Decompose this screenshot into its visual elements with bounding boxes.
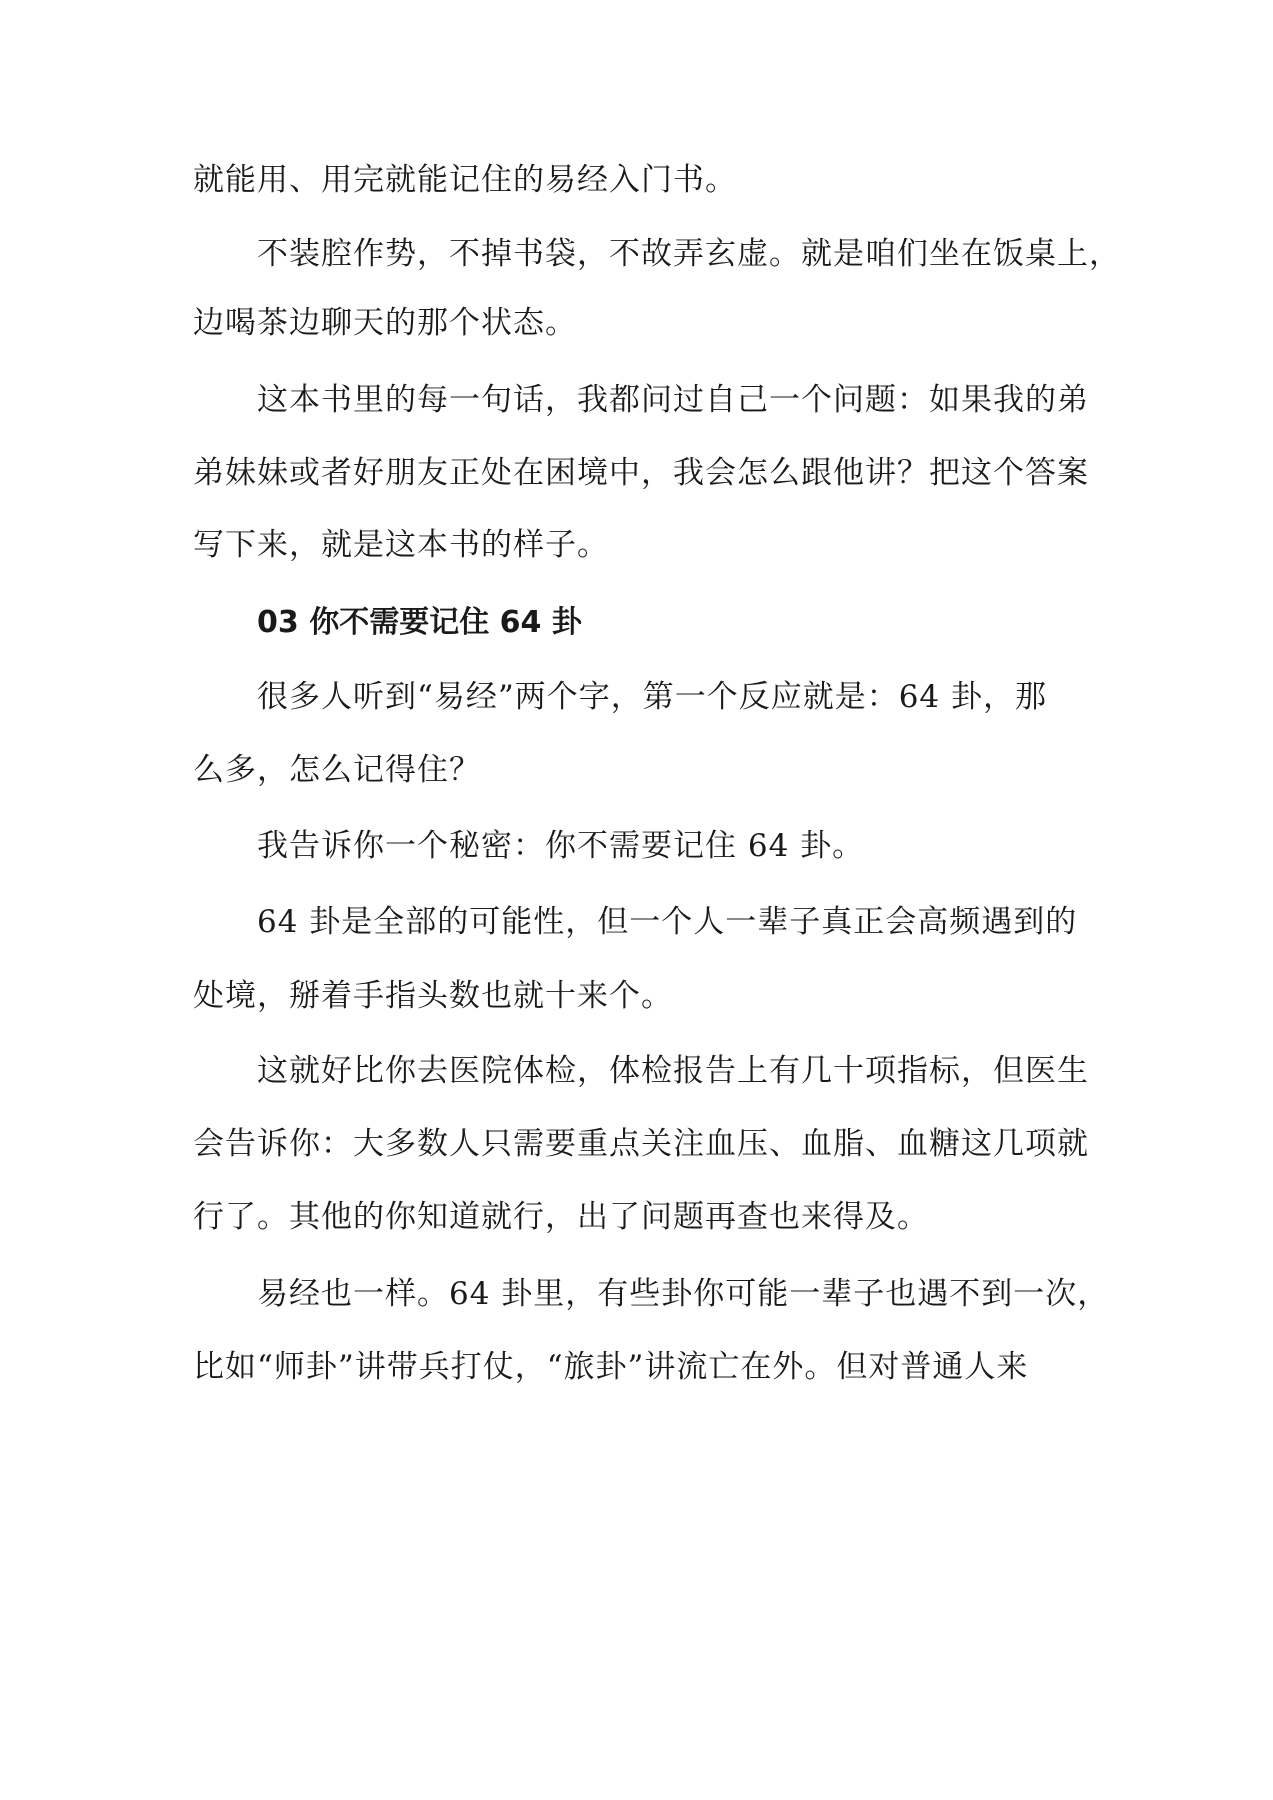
text-line-14: 行了。其他的你知道就行，出了问题再查也来得及。	[193, 1199, 929, 1235]
text-line-4: 这本书里的每一句话，我都问过自己一个问题：如果我的弟	[257, 382, 1089, 418]
text-line-1: 就能用、用完就能记住的易经入门书。	[193, 162, 737, 198]
text-line-7: 很多人听到“易经”两个字，第一个反应就是：64 卦，那	[257, 679, 1047, 715]
text-line-15: 易经也一样。64 卦里，有些卦你可能一辈子也遇不到一次，	[257, 1276, 1110, 1312]
text-line-6: 写下来，就是这本书的样子。	[193, 527, 609, 563]
text-line-5: 弟妹妹或者好朋友正处在困境中，我会怎么跟他讲？把这个答案	[193, 455, 1089, 491]
text-line-11: 处境，掰着手指头数也就十来个。	[193, 978, 673, 1014]
section-heading: 03 你不需要记住 64 卦	[257, 605, 582, 640]
text-line-16: 比如“师卦”讲带兵打仗，“旅卦”讲流亡在外。但对普通人来	[193, 1349, 1029, 1385]
text-line-12: 这就好比你去医院体检，体检报告上有几十项指标，但医生	[257, 1053, 1089, 1089]
text-line-9: 我告诉你一个秘密：你不需要记住 64 卦。	[257, 828, 865, 864]
text-line-2: 不装腔作势，不掉书袋，不故弄玄虚。就是咱们坐在饭桌上，	[257, 236, 1121, 272]
text-line-8: 么多，怎么记得住？	[193, 752, 481, 788]
text-line-3: 边喝茶边聊天的那个状态。	[193, 305, 577, 341]
text-line-10: 64 卦是全部的可能性，但一个人一辈子真正会高频遇到的	[257, 904, 1078, 940]
text-line-13: 会告诉你：大多数人只需要重点关注血压、血脂、血糖这几项就	[193, 1126, 1089, 1162]
